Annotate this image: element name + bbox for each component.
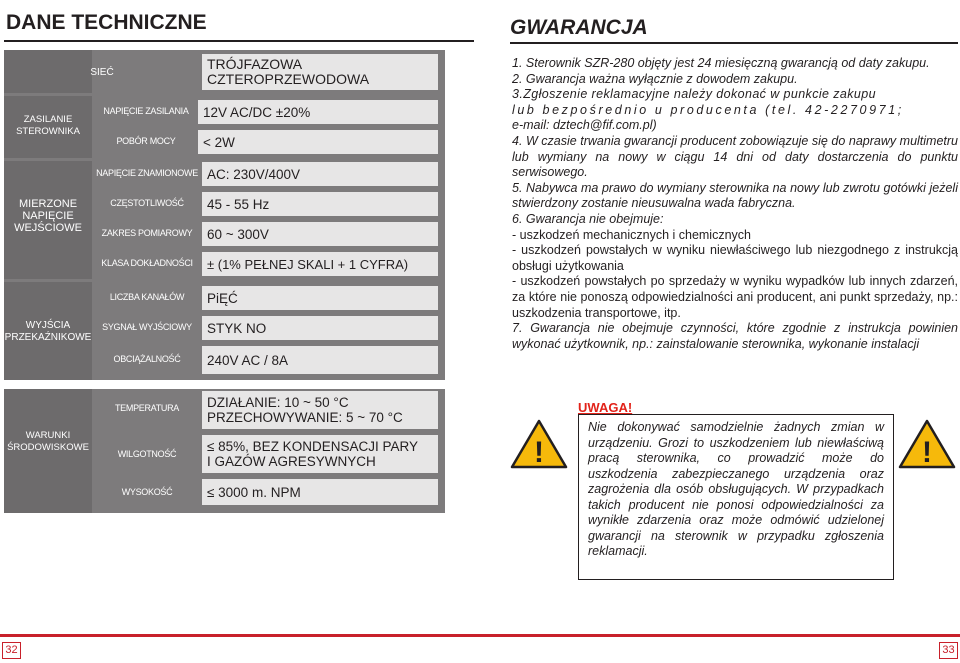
page-title-dane-techniczne: DANE TECHNICZNE — [4, 10, 474, 42]
value-liczba-kanalow: PiĘĆ — [202, 286, 438, 310]
warning-triangle-icon — [898, 418, 956, 470]
value-czestotliwosc: 45 - 55 Hz — [202, 192, 438, 216]
warranty-item-2: 2. Gwarancja ważna wyłącznie z dowodem zakupu. — [512, 71, 798, 86]
value-napiecie-zasilania: 12V AC/DC ±20% — [198, 100, 438, 124]
page-title-gwarancja: GWARANCJA — [510, 14, 958, 44]
value-pobor-mocy: < 2W — [198, 130, 438, 154]
warning-triangle-icon — [510, 418, 568, 470]
value-wilgotnosc-line1: ≤ 85%, BEZ KONDENSACJI PARY — [207, 439, 418, 454]
label-obciazalnosc: OBCIĄŻALNOŚĆ — [113, 353, 181, 364]
warranty-item-3b: lub bezpośrednio u producenta (tel. 42-2270971; — [512, 102, 904, 117]
group-cell — [4, 50, 92, 93]
warning-title: UWAGA! — [578, 400, 633, 415]
value-sygnal-wyjsciowy: STYK NO — [202, 316, 438, 340]
warranty-item-3a: 3.Zgłoszenie reklamacyjne należy dokonać w punkcie zakupu — [512, 87, 876, 102]
warranty-item-6c: - uszkodzeń powstałych po sprzedaży w wyniku wypadków lub innych zdarzeń, za które nie ponoszą odpowiedzialności ani producent, ani punkt sprzedaży, np.: uszkodzenia transportowe, itp. — [512, 274, 958, 320]
spec-table-top — [4, 50, 445, 380]
value-napiecie-znamionowe: AC: 230V/400V — [202, 162, 438, 186]
warranty-item-6b: - uszkodzeń powstałych w wyniku niewłaściwego lub niezgodnego z instrukcją obsługi użytkowania — [512, 243, 958, 273]
value-wilgotnosc-line2: I GAZÓW AGRESYWNYCH — [207, 454, 376, 469]
warranty-text — [512, 56, 958, 352]
footer-line — [0, 634, 960, 637]
spec-table-bottom — [4, 389, 445, 513]
label-zakres-pomiarowy: ZAKRES POMIAROWY — [101, 227, 193, 238]
label-wysokosc: WYSOKOŚĆ — [121, 486, 173, 497]
page-number-left: 32 — [2, 642, 21, 659]
group-warunki-srodowiskowe: WARUNKI ŚRODOWISKOWE — [7, 430, 89, 453]
label-czestotliwosc: CZĘSTOTLIWOŚĆ — [110, 197, 184, 208]
label-wilgotnosc: WILGOTNOŚĆ — [117, 448, 177, 459]
warning-text: Nie dokonywać samodzielnie żadnych zmian w urządzeniu. Grozi to uszkodzeniem lub niewłaściwą pracą sterownika, co prowadzić może do uszkodzenia zabezpieczanego urządzenia oraz zagrożenia dla osób obsługujących. W przypadkach takich producent nie ponosi odpowiedzialności za wynikłe zdarzenia oraz może odmówić udzielonej gwarancji na sterownik w przypadku zgłoszenia reklamacji. — [588, 420, 884, 558]
warranty-item-6a: - uszkodzeń mechanicznych i chemicznych — [512, 227, 751, 242]
label-klasa-dokladnosci: KLASA DOKŁADNOŚCI — [101, 257, 193, 268]
label-sygnal-wyjsciowy: SYGNAŁ WYJŚCIOWY — [102, 321, 192, 332]
group-mierzone-napiecie: MIERZONE NAPIĘCIE WEJŚCIOWE — [14, 198, 82, 234]
warranty-item-7: 7. Gwarancja nie obejmuje czynności, które zgodnie z instrukcja powinien wykonać użytkownik, np.: zainstalowanie sterownika, wykonanie instalacji — [512, 321, 958, 351]
value-wysokosc: ≤ 3000 m. NPM — [202, 479, 438, 505]
label-napiecie-znamionowe: NAPIĘCIE ZNAMIONOWE — [96, 167, 198, 178]
label-siec: SIEĆ — [90, 67, 114, 78]
label-temperatura: TEMPERATURA — [114, 402, 180, 413]
label-liczba-kanalow: LICZBA KANAŁÓW — [109, 291, 185, 302]
value-temperatura — [202, 391, 438, 429]
value-obciazalnosc: 240V AC / 8A — [202, 346, 438, 374]
warranty-item-5: 5. Nabywca ma prawo do wymiany sterownika na nowy lub zwrotu gotówki jeżeli stwierdzony zostanie nieusuwalna wada fabryczna. — [512, 180, 958, 211]
warning-symbol: ! — [534, 436, 544, 469]
warranty-item-4: 4. W czasie trwania gwarancji producent zobowiązuje się do naprawy multimetru lub wymiany na nowy w ciągu 14 dni od daty dostarczenia do punktu serwisowego. — [512, 133, 958, 180]
value-temperatura-przechowywanie: PRZECHOWYWANIE: 5 ~ 70 °C — [207, 410, 403, 425]
warranty-item-3c: e-mail: dztech@fif.com.pl) — [512, 118, 657, 133]
warning-box — [578, 414, 894, 580]
group-wyjscia-przekaznikowe: WYJŚCIA PRZEKAŹNIKOWE — [4, 320, 92, 343]
value-klasa-dokladnosci: ± (1% PEŁNEJ SKALI + 1 CYFRA) — [202, 252, 438, 276]
label-pobor-mocy: POBÓR MOCY — [116, 135, 176, 146]
label-napiecie-zasilania: NAPIĘCIE ZASILANIA — [103, 105, 189, 116]
value-siec: TRÓJFAZOWA CZTEROPRZEWODOWA — [202, 54, 438, 90]
value-wilgotnosc — [202, 435, 438, 473]
warranty-item-1: 1. Sterownik SZR-280 objęty jest 24 miesięczną gwarancją od daty zakupu. — [512, 56, 930, 70]
group-zasilanie-sterownika: ZASILANIE STEROWNIKA — [16, 114, 80, 137]
value-zakres-pomiarowy: 60 ~ 300V — [202, 222, 438, 246]
warranty-item-6: 6. Gwarancja nie obejmuje: — [512, 211, 664, 226]
page-number-right: 33 — [939, 642, 958, 659]
warning-symbol: ! — [922, 436, 932, 469]
value-temperatura-dzialanie: DZIAŁANIE: 10 ~ 50 °C — [207, 395, 349, 410]
